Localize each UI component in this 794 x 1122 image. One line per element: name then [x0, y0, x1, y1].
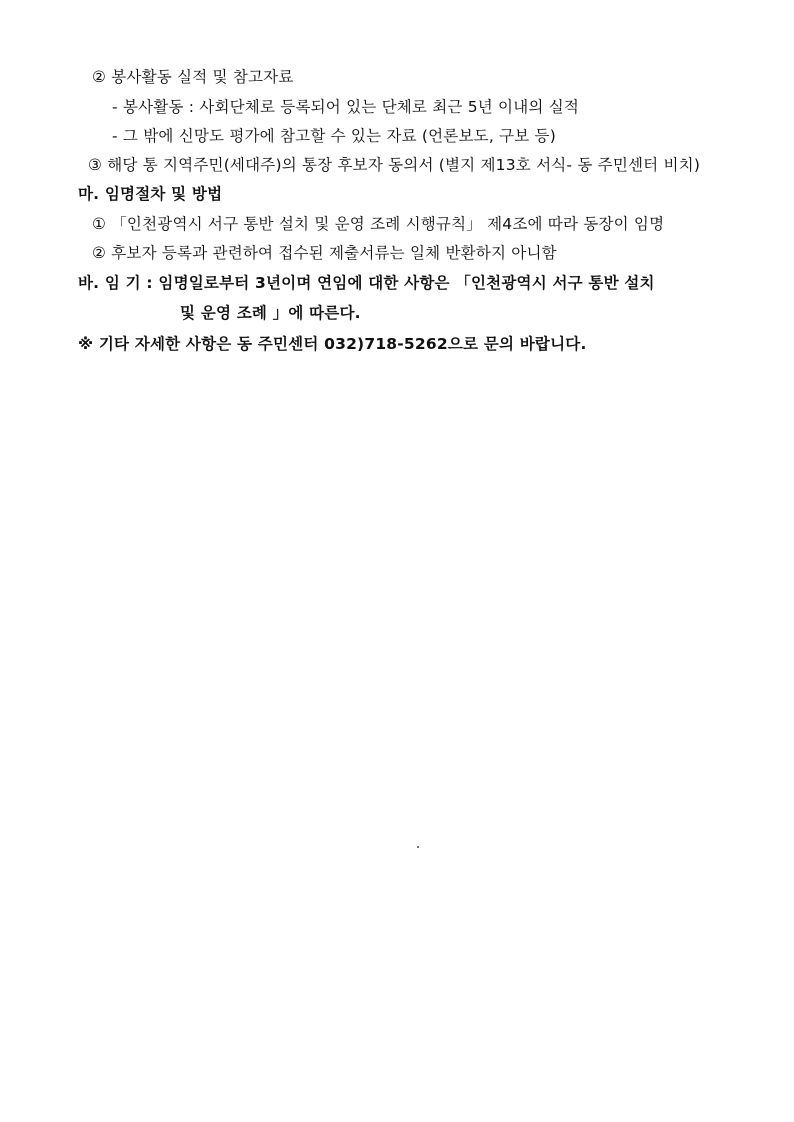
item-2-documents-not-returned: ② 후보자 등록과 관련하여 접수된 제출서류는 일체 반환하지 아니함 [92, 244, 557, 262]
sub-item-reference-materials: - 그 밖에 신망도 평가에 참고할 수 있는 자료 (언론보도, 구보 등) [112, 127, 556, 145]
sub-item-volunteer-activity: - 봉사활동 : 사회단체로 등록되어 있는 단체로 최근 5년 이내의 실적 [112, 98, 580, 116]
item-3-resident-consent: ③ 해당 통 지역주민(세대주)의 통장 후보자 동의서 (별지 제13호 서식- 동 주민센터 비치) [88, 156, 701, 174]
contact-note: ※ 기타 자세한 사항은 동 주민센터 032)718-5262으로 문의 바랍니다. [78, 335, 587, 353]
section-ba-term: 바. 임 기 : 임명일로부터 3년이며 연임에 대한 사항은 「인천광역시 서구 통반 설치 [78, 274, 655, 292]
item-2-volunteer-records: ② 봉사활동 실적 및 참고자료 [92, 68, 294, 86]
item-1-appointment-rule: ① 「인천광역시 서구 통반 설치 및 운영 조례 시행규칙」 제4조에 따라 동장이 임명 [92, 215, 665, 233]
scan-speck [417, 846, 419, 848]
section-ma-heading: 마. 임명절차 및 방법 [78, 185, 223, 203]
section-ba-term-continued: 및 운영 조례 」에 따른다. [180, 304, 361, 322]
